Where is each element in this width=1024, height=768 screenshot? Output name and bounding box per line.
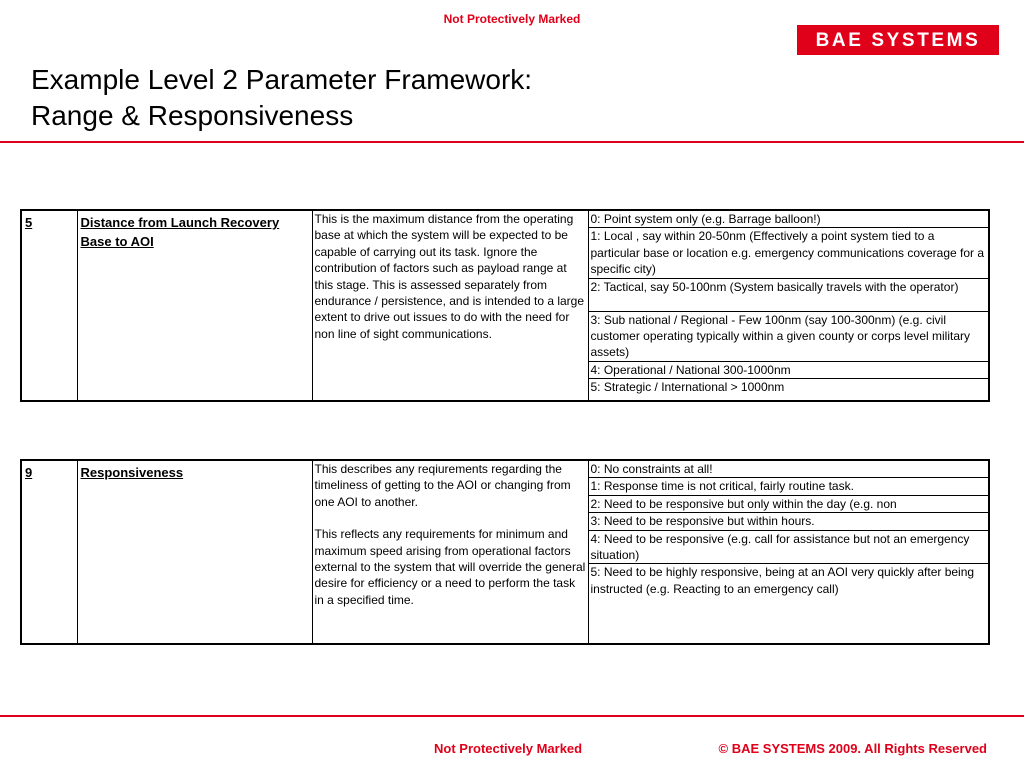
parameter-description xyxy=(312,460,588,644)
slide-title-line-1: Example Level 2 Parameter Framework: xyxy=(31,64,533,95)
level-cell-0: 0: No constraints at all! xyxy=(588,460,989,478)
level-cell-5: 5: Strategic / International > 1000nm xyxy=(588,379,989,401)
level-cell-1: 1: Response time is not critical, fairly routine task. xyxy=(588,478,989,495)
parameter-name: Responsiveness xyxy=(77,460,312,644)
level-cell-2: 2: Tactical, say 50-100nm (System basically travels with the operator) xyxy=(588,278,989,311)
bae-systems-logo: BAE SYSTEMS xyxy=(797,25,999,55)
level-cell-2: 2: Need to be responsive but only within the day (e.g. non xyxy=(588,495,989,512)
level-cell-4: 4: Operational / National 300-1000nm xyxy=(588,361,989,378)
description-paragraph: This describes any reqiurements regarding the timeliness of getting to the AOI or changing from one AOI to another. xyxy=(314,462,571,509)
top-security-marking: Not Protectively Marked xyxy=(443,12,581,26)
table-row xyxy=(21,460,989,478)
table-row xyxy=(21,210,989,228)
parameter-description xyxy=(312,210,588,401)
parameter-number: 9 xyxy=(21,460,77,644)
slide-title-line-2: Range & Responsiveness xyxy=(31,100,354,131)
parameter-table-distance xyxy=(20,209,990,402)
parameter-name: Distance from Launch Recovery Base to AOI xyxy=(77,210,312,401)
level-cell-4: 4: Need to be responsive (e.g. call for assistance but not an emergency situation) xyxy=(588,530,989,564)
level-cell-3: 3: Sub national / Regional - Few 100nm (say 100-300nm) (e.g. civil customer operating typically within a given county or corps level military assets) xyxy=(588,311,989,361)
parameter-table-responsiveness xyxy=(20,459,990,645)
level-cell-5: 5: Need to be highly responsive, being at an AOI very quickly after being instructed (e.g. Reacting to an emergency call) xyxy=(588,564,989,644)
description-paragraph: This is the maximum distance from the operating base at which the system will be expected to be capable of carrying out its task. Ignore the contribution of factors such as payload range at this stage. This is assessed separately from endurance / persistence, and is intended to a large extent to drive out issues to do with the need for non line of sight communications. xyxy=(314,212,585,341)
parameter-number: 5 xyxy=(21,210,77,401)
bottom-divider xyxy=(0,715,1024,717)
level-cell-3: 3: Need to be responsive but within hours. xyxy=(588,513,989,530)
slide-title xyxy=(31,62,532,134)
description-paragraph: This reflects any requirements for minimum and maximum speed arising from operational factors external to the system that will override the general desire for efficiency or a need to perform the task in a specified time. xyxy=(314,527,586,607)
copyright-notice: © BAE SYSTEMS 2009. All Rights Reserved xyxy=(718,741,987,756)
level-cell-1: 1: Local , say within 20-50nm (Effectively a point system tied to a particular base or location e.g. emergency communications coverage for a specific city) xyxy=(588,228,989,278)
level-cell-0: 0: Point system only (e.g. Barrage balloon!) xyxy=(588,210,989,228)
footer-security-marking: Not Protectively Marked xyxy=(434,741,583,756)
top-divider xyxy=(0,141,1024,143)
